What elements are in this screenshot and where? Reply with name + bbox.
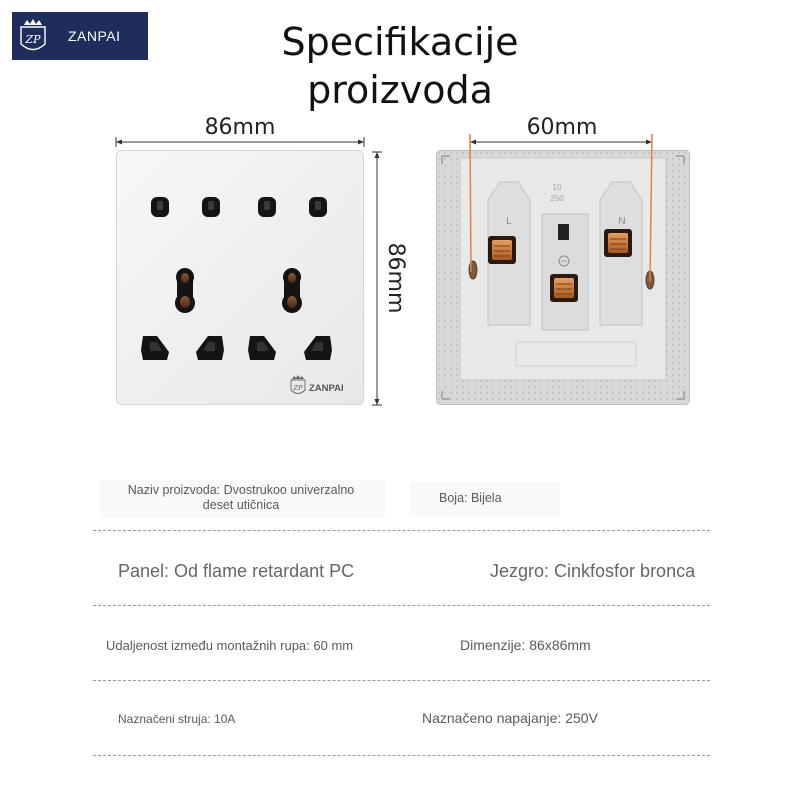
- front-plate: [117, 151, 364, 405]
- brand-logo: [12, 12, 148, 60]
- socket-front-view: [116, 150, 364, 405]
- title-line-1: Specifikacije: [281, 20, 519, 64]
- spec-core: Jezgro: Cinkfosfor bronca: [490, 561, 696, 581]
- brand-emblem-icon: [18, 17, 48, 55]
- socket-hole-row1-1: [151, 197, 169, 217]
- spec-product-name-line2: deset utičnica: [202, 498, 280, 512]
- spec-dimensions: Dimenzije: 86x86mm: [460, 637, 591, 653]
- svg-text:ZP: ZP: [25, 33, 41, 46]
- spec-divider: [93, 680, 710, 681]
- spec-product-name: [100, 483, 382, 513]
- mounting-hole-right: [646, 271, 654, 289]
- spec-divider: [93, 755, 710, 756]
- terminal-housing-n: [600, 182, 642, 325]
- page-title: [200, 18, 600, 114]
- spec-panel: Panel: Od flame retardant PC: [118, 561, 355, 581]
- socket-hole-row1-2: [202, 197, 220, 217]
- mounting-distance-label: 60mm: [526, 115, 598, 140]
- spec-mounting-distance: Udaljenost između montažnih rupa: 60 mm: [106, 638, 354, 653]
- spec-rated-current: Naznačeni struja: 10A: [118, 712, 236, 726]
- front-width-label: 86mm: [204, 115, 276, 140]
- socket-earth-hole-1: [175, 268, 195, 313]
- socket-hole-row1-3: [258, 197, 276, 217]
- socket-earth-hole-2: [282, 268, 302, 313]
- socket-back-view: [436, 150, 690, 405]
- title-line-2: proizvoda: [307, 68, 493, 112]
- spec-product-name-line1: Naziv proizvoda: Dvostrukoo univerzalno: [127, 483, 355, 497]
- svg-text:L: L: [506, 216, 512, 227]
- mounting-hole-left: [469, 261, 477, 279]
- brand-name: ZANPAI: [68, 28, 121, 44]
- terminal-housing-earth: [542, 214, 588, 330]
- rating-voltage-mark: 250: [550, 194, 564, 203]
- front-height-label: 86mm: [383, 242, 408, 314]
- terminal-housing-l: [488, 182, 530, 325]
- spec-rated-voltage: Naznačeno napajanje: 250V: [422, 710, 598, 726]
- svg-text:ZANPAI: ZANPAI: [309, 383, 344, 394]
- svg-text:ZP: ZP: [293, 384, 303, 392]
- rating-current-mark: 10: [552, 183, 562, 192]
- socket-hole-row1-4: [309, 197, 327, 217]
- spec-color: Boja: Bijela: [439, 491, 502, 505]
- spec-divider: [93, 605, 710, 606]
- svg-text:N: N: [618, 216, 626, 227]
- spec-divider: [93, 530, 710, 531]
